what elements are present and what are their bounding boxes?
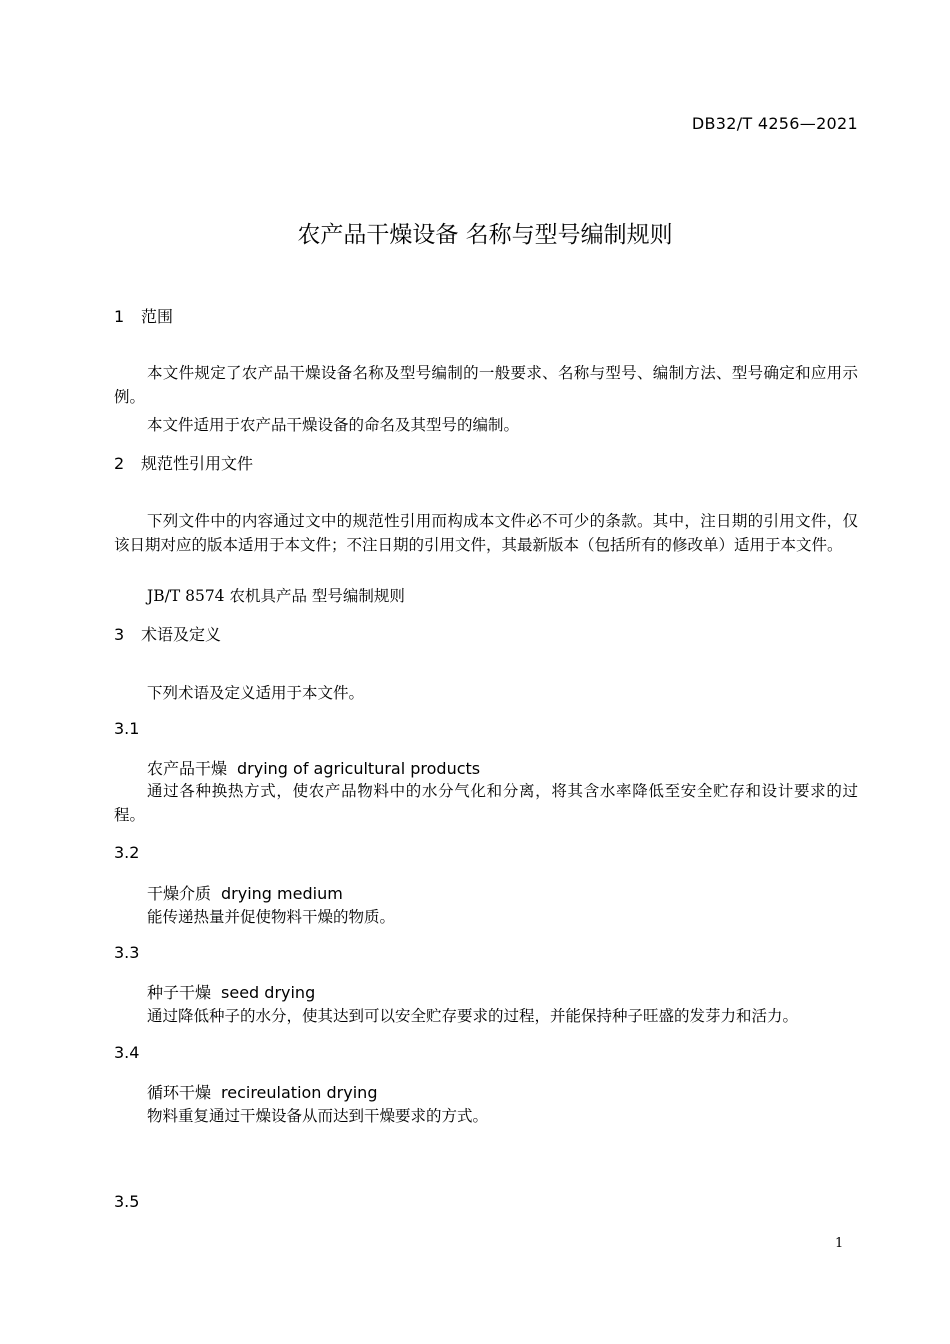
term-chinese: 循环干燥 xyxy=(147,1083,212,1102)
term-definition: 能传递热量并促使物料干燥的物质。 xyxy=(147,908,396,926)
section-number: 3 xyxy=(114,625,125,644)
page-title: 农产品干燥设备 名称与型号编制规则 xyxy=(297,222,673,248)
term-definition: 物料重复通过干燥设备从而达到干燥要求的方式。 xyxy=(147,1107,489,1125)
section-title: 范围 xyxy=(141,307,174,326)
term-english: drying medium xyxy=(221,884,343,903)
term-heading xyxy=(147,881,343,904)
section-number: 1 xyxy=(114,307,125,326)
term-definition: 通过各种换热方式，使农产品物料中的水分气化和分离，将其含水率降低至安全贮存和设计要求的过程。 xyxy=(114,782,858,824)
section-heading-scope xyxy=(114,304,173,327)
scope-paragraph-2: 本文件适用于农产品干燥设备的命名及其型号的编制。 xyxy=(147,416,520,434)
section-title: 规范性引用文件 xyxy=(141,454,254,473)
term-english: recireulation drying xyxy=(221,1083,378,1102)
reference-item: JB/T 8574 农机具产品 型号编制规则 xyxy=(147,587,405,605)
term-english: drying of agricultural products xyxy=(237,759,481,778)
term-number: 3.1 xyxy=(114,719,140,738)
term-heading xyxy=(147,980,315,1003)
term-english: seed drying xyxy=(221,983,316,1002)
term-heading xyxy=(147,756,480,779)
section-heading-terms xyxy=(114,622,221,645)
term-chinese: 农产品干燥 xyxy=(147,759,228,778)
section-title: 术语及定义 xyxy=(141,625,222,644)
scope-paragraph-1: 本文件规定了农产品干燥设备名称及型号编制的一般要求、名称与型号、编制方法、型号确定和应用示例。 xyxy=(114,364,858,406)
document-code: DB32/T 4256—2021 xyxy=(691,114,858,133)
term-chinese: 干燥介质 xyxy=(147,884,212,903)
page-number: 1 xyxy=(835,1236,844,1251)
term-number: 3.5 xyxy=(114,1192,140,1211)
term-number: 3.2 xyxy=(114,843,140,862)
term-definition: 通过降低种子的水分，使其达到可以安全贮存要求的过程，并能保持种子旺盛的发芽力和活力。 xyxy=(147,1007,799,1025)
references-paragraph: 下列文件中的内容通过文中的规范性引用而构成本文件必不可少的条款。其中，注日期的引用文件，仅该日期对应的版本适用于本文件；不注日期的引用文件，其最新版本（包括所有的修改单）适用于本文件。 xyxy=(114,512,858,554)
term-chinese: 种子干燥 xyxy=(147,983,212,1002)
terms-intro: 下列术语及定义适用于本文件。 xyxy=(147,684,365,702)
term-number: 3.3 xyxy=(114,943,140,962)
section-heading-normative-references xyxy=(114,451,253,474)
term-heading xyxy=(147,1080,377,1103)
section-number: 2 xyxy=(114,454,125,473)
term-number: 3.4 xyxy=(114,1043,140,1062)
